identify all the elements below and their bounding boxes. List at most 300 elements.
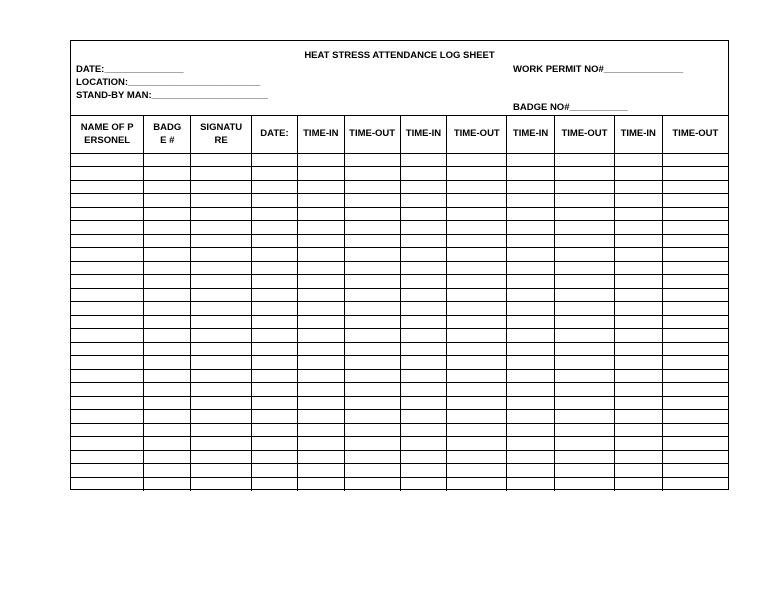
table-cell[interactable] (252, 221, 298, 235)
table-cell[interactable] (555, 423, 615, 437)
table-cell[interactable] (344, 153, 400, 167)
table-cell[interactable] (297, 423, 344, 437)
table-cell[interactable] (71, 329, 144, 343)
table-cell[interactable] (400, 180, 447, 194)
table-cell[interactable] (71, 450, 144, 464)
table-cell[interactable] (144, 437, 191, 451)
table-cell[interactable] (191, 437, 252, 451)
table-cell[interactable] (297, 329, 344, 343)
table-cell[interactable] (662, 477, 728, 491)
table-cell[interactable] (662, 383, 728, 397)
table-cell[interactable] (191, 248, 252, 262)
table-cell[interactable] (555, 261, 615, 275)
table-cell[interactable] (507, 288, 555, 302)
table-cell[interactable] (555, 396, 615, 410)
table-cell[interactable] (507, 302, 555, 316)
table-cell[interactable] (297, 396, 344, 410)
table-cell[interactable] (662, 329, 728, 343)
table-cell[interactable] (71, 207, 144, 221)
table-cell[interactable] (252, 288, 298, 302)
table-cell[interactable] (71, 248, 144, 262)
table-cell[interactable] (297, 342, 344, 356)
table-cell[interactable] (297, 383, 344, 397)
table-cell[interactable] (662, 261, 728, 275)
table-cell[interactable] (144, 234, 191, 248)
table-cell[interactable] (555, 410, 615, 424)
table-cell[interactable] (614, 410, 662, 424)
table-cell[interactable] (297, 302, 344, 316)
table-cell[interactable] (71, 410, 144, 424)
table-cell[interactable] (191, 153, 252, 167)
table-cell[interactable] (252, 207, 298, 221)
table-cell[interactable] (447, 167, 507, 181)
table-cell[interactable] (400, 234, 447, 248)
table-cell[interactable] (252, 437, 298, 451)
table-cell[interactable] (614, 342, 662, 356)
table-cell[interactable] (662, 207, 728, 221)
table-cell[interactable] (252, 153, 298, 167)
table-cell[interactable] (614, 315, 662, 329)
table-cell[interactable] (507, 180, 555, 194)
table-cell[interactable] (71, 437, 144, 451)
table-cell[interactable] (144, 180, 191, 194)
table-cell[interactable] (447, 207, 507, 221)
table-cell[interactable] (614, 275, 662, 289)
table-cell[interactable] (144, 383, 191, 397)
table-cell[interactable] (447, 477, 507, 491)
table-cell[interactable] (400, 450, 447, 464)
table-cell[interactable] (555, 477, 615, 491)
table-cell[interactable] (191, 207, 252, 221)
table-cell[interactable] (507, 342, 555, 356)
table-cell[interactable] (252, 410, 298, 424)
table-cell[interactable] (344, 356, 400, 370)
table-cell[interactable] (447, 275, 507, 289)
table-cell[interactable] (71, 221, 144, 235)
table-cell[interactable] (252, 383, 298, 397)
table-cell[interactable] (71, 302, 144, 316)
table-cell[interactable] (297, 234, 344, 248)
table-cell[interactable] (191, 410, 252, 424)
table-cell[interactable] (507, 261, 555, 275)
table-cell[interactable] (507, 315, 555, 329)
table-cell[interactable] (555, 194, 615, 208)
table-cell[interactable] (144, 248, 191, 262)
table-cell[interactable] (555, 221, 615, 235)
table-cell[interactable] (614, 383, 662, 397)
table-cell[interactable] (555, 329, 615, 343)
table-cell[interactable] (507, 396, 555, 410)
table-cell[interactable] (614, 153, 662, 167)
table-cell[interactable] (71, 383, 144, 397)
table-cell[interactable] (297, 207, 344, 221)
table-cell[interactable] (344, 383, 400, 397)
table-cell[interactable] (447, 234, 507, 248)
table-cell[interactable] (297, 477, 344, 491)
table-cell[interactable] (447, 261, 507, 275)
table-cell[interactable] (71, 356, 144, 370)
table-cell[interactable] (71, 261, 144, 275)
table-cell[interactable] (507, 221, 555, 235)
table-cell[interactable] (191, 221, 252, 235)
table-cell[interactable] (662, 410, 728, 424)
table-cell[interactable] (344, 437, 400, 451)
table-cell[interactable] (555, 234, 615, 248)
table-cell[interactable] (191, 261, 252, 275)
table-cell[interactable] (614, 248, 662, 262)
table-cell[interactable] (662, 450, 728, 464)
table-cell[interactable] (344, 234, 400, 248)
table-cell[interactable] (191, 450, 252, 464)
table-cell[interactable] (400, 329, 447, 343)
table-cell[interactable] (614, 167, 662, 181)
table-cell[interactable] (191, 288, 252, 302)
table-cell[interactable] (400, 315, 447, 329)
table-cell[interactable] (252, 194, 298, 208)
table-cell[interactable] (400, 221, 447, 235)
table-cell[interactable] (447, 369, 507, 383)
table-cell[interactable] (555, 180, 615, 194)
table-cell[interactable] (252, 248, 298, 262)
table-cell[interactable] (555, 356, 615, 370)
table-cell[interactable] (191, 315, 252, 329)
table-cell[interactable] (252, 356, 298, 370)
table-cell[interactable] (71, 167, 144, 181)
table-cell[interactable] (447, 329, 507, 343)
table-cell[interactable] (555, 275, 615, 289)
table-cell[interactable] (614, 221, 662, 235)
table-cell[interactable] (297, 450, 344, 464)
table-cell[interactable] (447, 315, 507, 329)
table-cell[interactable] (344, 450, 400, 464)
table-cell[interactable] (614, 234, 662, 248)
table-cell[interactable] (144, 450, 191, 464)
table-cell[interactable] (71, 342, 144, 356)
table-cell[interactable] (144, 410, 191, 424)
table-cell[interactable] (344, 342, 400, 356)
table-cell[interactable] (507, 329, 555, 343)
table-cell[interactable] (662, 315, 728, 329)
table-cell[interactable] (71, 234, 144, 248)
table-cell[interactable] (400, 167, 447, 181)
table-cell[interactable] (252, 342, 298, 356)
table-cell[interactable] (71, 153, 144, 167)
table-cell[interactable] (144, 477, 191, 491)
table-cell[interactable] (297, 261, 344, 275)
table-cell[interactable] (144, 329, 191, 343)
table-cell[interactable] (344, 194, 400, 208)
table-cell[interactable] (252, 315, 298, 329)
table-cell[interactable] (507, 194, 555, 208)
table-cell[interactable] (297, 221, 344, 235)
table-cell[interactable] (662, 342, 728, 356)
table-cell[interactable] (297, 248, 344, 262)
table-cell[interactable] (252, 396, 298, 410)
table-cell[interactable] (191, 275, 252, 289)
table-cell[interactable] (507, 275, 555, 289)
table-cell[interactable] (71, 396, 144, 410)
table-cell[interactable] (614, 194, 662, 208)
table-cell[interactable] (662, 396, 728, 410)
table-cell[interactable] (191, 369, 252, 383)
table-cell[interactable] (191, 383, 252, 397)
table-cell[interactable] (400, 410, 447, 424)
table-cell[interactable] (191, 356, 252, 370)
table-cell[interactable] (614, 423, 662, 437)
table-cell[interactable] (144, 167, 191, 181)
table-cell[interactable] (400, 383, 447, 397)
table-cell[interactable] (555, 437, 615, 451)
table-cell[interactable] (191, 477, 252, 491)
table-cell[interactable] (662, 248, 728, 262)
table-cell[interactable] (400, 194, 447, 208)
table-cell[interactable] (555, 342, 615, 356)
table-cell[interactable] (400, 423, 447, 437)
table-cell[interactable] (447, 396, 507, 410)
table-cell[interactable] (507, 410, 555, 424)
table-cell[interactable] (507, 477, 555, 491)
table-cell[interactable] (344, 167, 400, 181)
table-cell[interactable] (662, 180, 728, 194)
table-cell[interactable] (297, 356, 344, 370)
table-cell[interactable] (144, 221, 191, 235)
table-cell[interactable] (252, 302, 298, 316)
table-cell[interactable] (344, 464, 400, 478)
table-cell[interactable] (662, 302, 728, 316)
table-cell[interactable] (344, 329, 400, 343)
table-cell[interactable] (344, 477, 400, 491)
table-cell[interactable] (447, 356, 507, 370)
table-cell[interactable] (507, 248, 555, 262)
table-cell[interactable] (662, 464, 728, 478)
table-cell[interactable] (252, 261, 298, 275)
table-cell[interactable] (144, 275, 191, 289)
table-cell[interactable] (252, 275, 298, 289)
table-cell[interactable] (614, 477, 662, 491)
table-cell[interactable] (614, 450, 662, 464)
table-cell[interactable] (400, 356, 447, 370)
table-cell[interactable] (144, 194, 191, 208)
table-cell[interactable] (191, 302, 252, 316)
table-cell[interactable] (297, 288, 344, 302)
table-cell[interactable] (614, 180, 662, 194)
table-cell[interactable] (252, 450, 298, 464)
table-cell[interactable] (555, 153, 615, 167)
table-cell[interactable] (614, 261, 662, 275)
table-cell[interactable] (344, 315, 400, 329)
table-cell[interactable] (191, 464, 252, 478)
table-cell[interactable] (297, 410, 344, 424)
table-cell[interactable] (555, 315, 615, 329)
table-cell[interactable] (614, 464, 662, 478)
table-cell[interactable] (71, 423, 144, 437)
table-cell[interactable] (191, 194, 252, 208)
table-cell[interactable] (447, 288, 507, 302)
table-cell[interactable] (507, 464, 555, 478)
table-cell[interactable] (507, 234, 555, 248)
table-cell[interactable] (144, 207, 191, 221)
table-cell[interactable] (662, 194, 728, 208)
table-cell[interactable] (447, 464, 507, 478)
table-cell[interactable] (400, 464, 447, 478)
table-cell[interactable] (662, 234, 728, 248)
table-cell[interactable] (297, 369, 344, 383)
table-cell[interactable] (662, 356, 728, 370)
table-cell[interactable] (400, 207, 447, 221)
table-cell[interactable] (507, 369, 555, 383)
table-cell[interactable] (447, 302, 507, 316)
table-cell[interactable] (662, 167, 728, 181)
table-cell[interactable] (144, 423, 191, 437)
table-cell[interactable] (344, 275, 400, 289)
table-cell[interactable] (191, 342, 252, 356)
table-cell[interactable] (71, 315, 144, 329)
table-cell[interactable] (447, 221, 507, 235)
table-cell[interactable] (144, 261, 191, 275)
table-cell[interactable] (71, 369, 144, 383)
table-cell[interactable] (252, 369, 298, 383)
table-cell[interactable] (400, 248, 447, 262)
table-cell[interactable] (555, 167, 615, 181)
table-cell[interactable] (144, 464, 191, 478)
table-cell[interactable] (297, 167, 344, 181)
table-cell[interactable] (507, 450, 555, 464)
table-cell[interactable] (252, 180, 298, 194)
table-cell[interactable] (555, 383, 615, 397)
table-cell[interactable] (344, 180, 400, 194)
table-cell[interactable] (400, 477, 447, 491)
table-cell[interactable] (662, 153, 728, 167)
table-cell[interactable] (400, 369, 447, 383)
table-cell[interactable] (191, 329, 252, 343)
table-cell[interactable] (344, 410, 400, 424)
table-cell[interactable] (71, 194, 144, 208)
table-cell[interactable] (191, 423, 252, 437)
table-cell[interactable] (507, 383, 555, 397)
table-cell[interactable] (400, 153, 447, 167)
table-cell[interactable] (344, 302, 400, 316)
table-cell[interactable] (662, 221, 728, 235)
table-cell[interactable] (144, 315, 191, 329)
table-cell[interactable] (144, 396, 191, 410)
table-cell[interactable] (447, 180, 507, 194)
table-cell[interactable] (400, 288, 447, 302)
table-cell[interactable] (614, 207, 662, 221)
table-cell[interactable] (144, 153, 191, 167)
table-cell[interactable] (191, 180, 252, 194)
table-cell[interactable] (252, 477, 298, 491)
table-cell[interactable] (447, 423, 507, 437)
table-cell[interactable] (400, 275, 447, 289)
table-cell[interactable] (614, 437, 662, 451)
table-cell[interactable] (297, 437, 344, 451)
table-cell[interactable] (144, 369, 191, 383)
table-cell[interactable] (447, 248, 507, 262)
table-cell[interactable] (144, 342, 191, 356)
table-cell[interactable] (555, 464, 615, 478)
table-cell[interactable] (400, 396, 447, 410)
table-cell[interactable] (344, 423, 400, 437)
table-cell[interactable] (555, 288, 615, 302)
table-cell[interactable] (297, 315, 344, 329)
table-cell[interactable] (507, 423, 555, 437)
table-cell[interactable] (400, 342, 447, 356)
table-cell[interactable] (344, 288, 400, 302)
table-cell[interactable] (71, 464, 144, 478)
table-cell[interactable] (447, 410, 507, 424)
table-cell[interactable] (447, 194, 507, 208)
table-cell[interactable] (191, 234, 252, 248)
table-cell[interactable] (614, 369, 662, 383)
table-cell[interactable] (344, 248, 400, 262)
table-cell[interactable] (191, 396, 252, 410)
table-cell[interactable] (614, 288, 662, 302)
table-cell[interactable] (555, 248, 615, 262)
table-cell[interactable] (662, 288, 728, 302)
table-cell[interactable] (252, 329, 298, 343)
table-cell[interactable] (555, 369, 615, 383)
table-cell[interactable] (507, 153, 555, 167)
table-cell[interactable] (344, 261, 400, 275)
table-cell[interactable] (144, 302, 191, 316)
table-cell[interactable] (555, 450, 615, 464)
table-cell[interactable] (297, 275, 344, 289)
table-cell[interactable] (447, 153, 507, 167)
table-cell[interactable] (662, 275, 728, 289)
table-cell[interactable] (297, 180, 344, 194)
table-cell[interactable] (447, 342, 507, 356)
table-cell[interactable] (662, 437, 728, 451)
table-cell[interactable] (614, 356, 662, 370)
table-cell[interactable] (507, 437, 555, 451)
table-cell[interactable] (555, 207, 615, 221)
table-cell[interactable] (252, 423, 298, 437)
table-cell[interactable] (297, 194, 344, 208)
table-cell[interactable] (400, 261, 447, 275)
table-cell[interactable] (555, 302, 615, 316)
table-cell[interactable] (614, 302, 662, 316)
table-cell[interactable] (252, 234, 298, 248)
table-cell[interactable] (297, 464, 344, 478)
table-cell[interactable] (507, 207, 555, 221)
table-cell[interactable] (614, 329, 662, 343)
table-cell[interactable] (71, 275, 144, 289)
table-cell[interactable] (507, 356, 555, 370)
table-cell[interactable] (344, 221, 400, 235)
table-cell[interactable] (252, 167, 298, 181)
table-cell[interactable] (71, 288, 144, 302)
table-cell[interactable] (400, 302, 447, 316)
table-cell[interactable] (344, 369, 400, 383)
table-cell[interactable] (447, 383, 507, 397)
table-cell[interactable] (662, 423, 728, 437)
table-cell[interactable] (71, 477, 144, 491)
table-cell[interactable] (507, 167, 555, 181)
table-cell[interactable] (71, 180, 144, 194)
table-cell[interactable] (252, 464, 298, 478)
table-cell[interactable] (191, 167, 252, 181)
table-cell[interactable] (297, 153, 344, 167)
table-cell[interactable] (400, 437, 447, 451)
table-cell[interactable] (662, 369, 728, 383)
table-cell[interactable] (144, 288, 191, 302)
table-cell[interactable] (344, 207, 400, 221)
table-cell[interactable] (614, 396, 662, 410)
table-cell[interactable] (344, 396, 400, 410)
table-cell[interactable] (144, 356, 191, 370)
table-cell[interactable] (447, 437, 507, 451)
table-cell[interactable] (447, 450, 507, 464)
